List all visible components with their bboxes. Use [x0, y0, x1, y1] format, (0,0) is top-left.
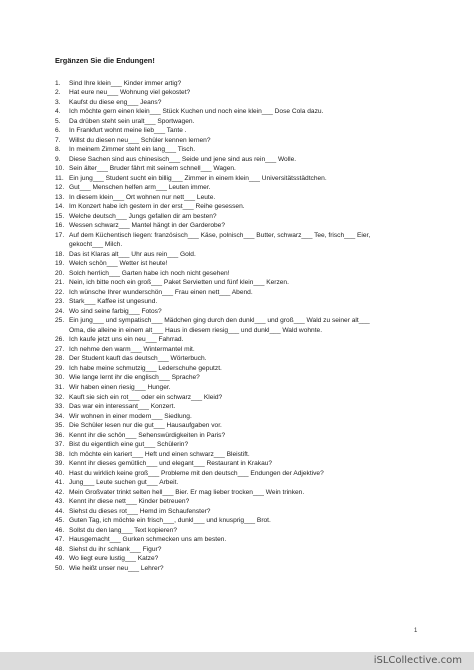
exercise-item: [55, 136, 435, 146]
exercise-item: [55, 402, 435, 412]
exercise-line: Das ist Klaras alt___ Uhr aus rein___ Gold.: [69, 250, 196, 258]
exercise-line: Sind Ihre klein___ Kinder immer artig?: [69, 79, 182, 87]
exercise-item: [55, 107, 435, 117]
exercise-text: [69, 402, 175, 412]
exercise-number: 22.: [55, 288, 65, 296]
exercise-number: 33.: [55, 403, 65, 411]
worksheet-title: Ergänzen Sie die Endungen!: [55, 56, 155, 65]
exercise-line: Ich nehme den warm___ Wintermantel mit.: [69, 345, 195, 353]
exercise-text: [69, 335, 183, 345]
exercise-text: [69, 554, 158, 564]
exercise-text: [69, 221, 225, 231]
exercise-item: [55, 431, 435, 441]
exercise-number: 45.: [55, 517, 65, 525]
exercise-item: [55, 278, 435, 288]
exercise-item: [55, 155, 435, 165]
exercise-number: 46.: [55, 526, 65, 534]
exercise-text: [69, 259, 167, 269]
exercise-number: 8.: [55, 146, 61, 154]
exercise-text: [69, 440, 188, 450]
exercise-line: Gut___ Menschen helfen arm___ Leuten immer.: [69, 184, 211, 192]
exercise-line: Ich wünsche Ihrer wunderschön___ Frau einen nett___ Abend.: [69, 288, 253, 296]
exercise-number: 12.: [55, 184, 65, 192]
exercise-number: 50.: [55, 564, 65, 572]
exercise-text: [69, 412, 192, 422]
exercise-line: Der Student kauft das deutsch___ Wörterbuch.: [69, 355, 207, 363]
exercise-number: 23.: [55, 298, 65, 306]
exercise-text: [69, 136, 211, 146]
exercise-text: [69, 316, 370, 335]
exercise-text: [69, 278, 289, 288]
exercise-text: [69, 164, 236, 174]
exercise-number: 32.: [55, 393, 65, 401]
exercise-line: Welch schön___ Wetter ist heute!: [69, 260, 168, 268]
exercise-text: [69, 345, 195, 355]
exercise-item: [55, 440, 435, 450]
exercise-number: 20.: [55, 269, 65, 277]
exercise-text: [69, 564, 164, 574]
exercise-item: [55, 469, 435, 479]
exercise-number: 16.: [55, 222, 65, 230]
exercise-number: 44.: [55, 507, 65, 515]
exercise-text: [69, 98, 161, 108]
exercise-number: 37.: [55, 441, 65, 449]
exercise-item: [55, 335, 435, 345]
exercise-line: Siehst du dieses rot___ Hemd im Schaufenster?: [69, 507, 211, 515]
exercise-line: Ich kaufe jetzt uns ein neu___ Fahrrad.: [69, 336, 184, 344]
exercise-number: 49.: [55, 555, 65, 563]
exercise-line: Kennt ihr dieses gemütlich___ und elegant___ Restaurant in Krakau?: [69, 460, 273, 468]
exercise-text: [69, 183, 210, 193]
exercise-item: [55, 497, 435, 507]
exercise-line: Hast du wirklich keine groß___ Probleme mit den deutsch___ Endungen der Adjektive?: [69, 469, 324, 477]
exercise-text: [69, 193, 215, 203]
exercise-line: Wir haben einen riesig___ Hunger.: [69, 384, 171, 391]
exercise-line: Siehst du ihr schlank___ Figur?: [69, 545, 162, 553]
exercise-number: 5.: [55, 117, 61, 125]
exercise-text: [69, 155, 296, 165]
exercise-number: 19.: [55, 260, 65, 268]
exercise-line: In diesem klein___ Ort wohnen nur nett___ Leute.: [69, 193, 216, 201]
exercise-line: Bist du eigentlich eine gut___ Schülerin?: [69, 441, 189, 449]
exercise-number: 40.: [55, 469, 65, 477]
exercise-item: [55, 193, 435, 203]
exercise-line: Wo sind seine farbig___ Fotos?: [69, 307, 162, 315]
exercise-line: Wie heißt unser neu___ Lehrer?: [69, 564, 164, 572]
exercise-text: [69, 126, 187, 136]
exercise-item: [55, 478, 435, 488]
exercise-text: [69, 231, 370, 250]
exercise-line: Im Konzert habe ich gestern in der erst___ Reihe gesessen.: [69, 203, 245, 211]
exercise-item: [55, 79, 435, 89]
exercise-text: [69, 478, 178, 488]
exercise-line: Mein Großvater trinkt selten hell___ Bier. Er mag lieber trocken___ Wein trinken.: [69, 488, 305, 496]
exercise-number: 26.: [55, 336, 65, 344]
exercise-item: [55, 212, 435, 222]
exercise-item: [55, 459, 435, 469]
exercise-item: [55, 98, 435, 108]
exercise-item: [55, 145, 435, 155]
exercise-number: 9.: [55, 155, 61, 163]
exercise-item: [55, 412, 435, 422]
site-watermark: iSLCollective.com: [373, 655, 462, 666]
exercise-number: 28.: [55, 355, 65, 363]
exercise-item: [55, 259, 435, 269]
exercise-item: [55, 393, 435, 403]
exercise-number: 10.: [55, 165, 65, 173]
exercise-number: 48.: [55, 545, 65, 553]
exercise-line: Das war ein interessant___ Konzert.: [69, 403, 176, 411]
exercise-list: [55, 79, 435, 574]
exercise-text: [69, 507, 210, 517]
exercise-item: [55, 297, 435, 307]
exercise-number: 13.: [55, 193, 65, 201]
exercise-item: [55, 373, 435, 383]
exercise-text: [69, 497, 189, 507]
exercise-line: In meinem Zimmer steht ein lang___ Tisch.: [69, 146, 196, 154]
exercise-line: Ich möchte ein kariert___ Heft und einen schwarz___ Bleistift.: [69, 450, 250, 458]
exercise-item: [55, 383, 435, 393]
footer-bar: [0, 652, 474, 670]
exercise-item: [55, 316, 435, 335]
exercise-item: [55, 507, 435, 517]
exercise-item: [55, 221, 435, 231]
exercise-text: [69, 297, 157, 307]
exercise-text: [69, 459, 272, 469]
exercise-line: Ein jung___ Student sucht ein billig___ Zimmer in einem klein___ Universitätsstädtchen.: [69, 174, 327, 182]
exercise-number: 15.: [55, 212, 65, 220]
exercise-line: Kauft sie sich ein rot___ oder ein schwarz___ Kleid?: [69, 393, 223, 401]
exercise-number: 3.: [55, 98, 61, 106]
exercise-item: [55, 488, 435, 498]
exercise-text: [69, 288, 253, 298]
exercise-item: [55, 526, 435, 536]
exercise-line: Oma, die alleine in einem alt___ Haus in diesem riesig___ und dunkl___ Wald wohnte.: [69, 326, 323, 334]
exercise-text: [69, 545, 161, 555]
exercise-text: [69, 107, 323, 117]
exercise-number: 24.: [55, 307, 65, 315]
exercise-number: 29.: [55, 364, 65, 372]
exercise-line: Hausgemacht___ Gurken schmecken uns am besten.: [69, 536, 227, 544]
exercise-number: 30.: [55, 374, 65, 382]
exercise-item: [55, 545, 435, 555]
exercise-line: Nein, ich bitte noch ein groß___ Paket Servietten und fünf klein___ Kerzen.: [69, 279, 289, 287]
exercise-text: [69, 383, 171, 393]
exercise-number: 38.: [55, 450, 65, 458]
exercise-number: 14.: [55, 203, 65, 211]
exercise-text: [69, 88, 190, 98]
exercise-item: [55, 269, 435, 279]
exercise-text: [69, 469, 324, 479]
exercise-line: Wo liegt eure lustig___ Katze?: [69, 555, 159, 563]
exercise-line: Welche deutsch___ Jungs gefallen dir am besten?: [69, 212, 217, 220]
exercise-item: [55, 535, 435, 545]
exercise-line: Jung___ Leute suchen gut___ Arbeit.: [69, 479, 179, 487]
exercise-item: [55, 250, 435, 260]
exercise-item: [55, 421, 435, 431]
exercise-line: Sein älter___ Bruder fährt mit seinem schnell___ Wagen.: [69, 165, 236, 173]
exercise-line: Hat eure neu___ Wohnung viel gekostet?: [69, 89, 191, 97]
exercise-line: Diese Sachen sind aus chinesisch___ Seide und jene sind aus rein___ Wolle.: [69, 155, 297, 163]
exercise-item: [55, 183, 435, 193]
exercise-number: 1.: [55, 79, 61, 87]
exercise-number: 47.: [55, 536, 65, 544]
exercise-number: 21.: [55, 279, 65, 287]
exercise-line: Stark___ Kaffee ist ungesund.: [69, 298, 158, 306]
exercise-text: [69, 526, 177, 536]
exercise-text: [69, 431, 225, 441]
exercise-number: 6.: [55, 127, 61, 135]
exercise-line: Ein jung___ und sympatisch___ Mädchen ging durch den dunkl___ und groß___ Wald zu seiner alt___: [69, 317, 370, 325]
exercise-line: Wie lange lernt ihr die englisch___ Sprache?: [69, 374, 200, 382]
exercise-text: [69, 516, 271, 526]
exercise-line: Kaufst du diese eng___ Jeans?: [69, 98, 162, 106]
exercise-line: Sollst du den lang___ Text kopieren?: [69, 526, 178, 534]
exercise-item: [55, 288, 435, 298]
exercise-item: [55, 307, 435, 317]
exercise-item: [55, 174, 435, 184]
exercise-line: In Frankfurt wohnt meine lieb___ Tante .: [69, 127, 187, 135]
exercise-text: [69, 202, 245, 212]
exercise-number: 27.: [55, 345, 65, 353]
exercise-line: Ich habe meine schmutzig___ Lederschuhe geputzt.: [69, 364, 222, 372]
exercise-text: [69, 212, 217, 222]
exercise-line: Ich möchte gern einen klein___ Stück Kuchen und noch eine klein___ Dose Cola dazu.: [69, 108, 324, 116]
exercise-item: [55, 354, 435, 364]
exercise-line: Auf dem Küchentisch liegen: französisch___ Käse, polnisch___ Butter, schwarz___ Tee, frisch___ Eier,: [69, 231, 371, 239]
exercise-item: [55, 202, 435, 212]
exercise-number: 36.: [55, 431, 65, 439]
exercise-number: 7.: [55, 136, 61, 144]
exercise-number: 39.: [55, 460, 65, 468]
exercise-line: Guten Tag, ich möchte ein frisch___, dunkl___ und knusprig___ Brot.: [69, 517, 271, 525]
exercise-item: [55, 126, 435, 136]
exercise-text: [69, 421, 222, 431]
exercise-item: [55, 164, 435, 174]
exercise-text: [69, 145, 195, 155]
exercise-number: 43.: [55, 498, 65, 506]
exercise-text: [69, 117, 194, 127]
exercise-item: [55, 450, 435, 460]
exercise-line: Willst du diesen neu___ Schüler kennen lernen?: [69, 136, 211, 144]
exercise-text: [69, 269, 230, 279]
exercise-line: Kennt ihr die schön___ Sehenswürdigkeiten in Paris?: [69, 431, 226, 439]
exercise-number: 17.: [55, 231, 65, 239]
exercise-line: Da drüben steht sein uralt___ Sportwagen.: [69, 117, 195, 125]
exercise-text: [69, 373, 200, 383]
exercise-text: [69, 79, 181, 89]
exercise-line: Kennt ihr diese nett___ Kinder betreuen?: [69, 498, 190, 506]
exercise-number: 11.: [55, 174, 64, 182]
exercise-text: [69, 354, 206, 364]
exercise-item: [55, 364, 435, 374]
exercise-item: [55, 345, 435, 355]
exercise-line: Solch herrlich___ Garten habe ich noch nicht gesehen!: [69, 269, 230, 277]
exercise-number: 42.: [55, 488, 65, 496]
exercise-text: [69, 174, 327, 184]
exercise-number: 34.: [55, 412, 65, 420]
exercise-item: [55, 231, 435, 250]
exercise-number: 35.: [55, 422, 65, 430]
exercise-text: [69, 364, 222, 374]
exercise-item: [55, 564, 435, 574]
exercise-item: [55, 117, 435, 127]
exercise-text: [69, 535, 226, 545]
exercise-line: Die Schüler lesen nur die gut___ Hausaufgaben vor.: [69, 422, 222, 430]
exercise-text: [69, 307, 162, 317]
exercise-item: [55, 516, 435, 526]
exercise-number: 31.: [55, 384, 65, 391]
exercise-number: 18.: [55, 250, 65, 258]
exercise-line: Wessen schwarz___ Mantel hängt in der Garderobe?: [69, 222, 226, 230]
exercise-text: [69, 393, 222, 403]
exercise-text: [69, 488, 304, 498]
exercise-item: [55, 554, 435, 564]
exercise-item: [55, 88, 435, 98]
exercise-text: [69, 450, 250, 460]
exercise-line: Wir wohnen in einer modern___ Siedlung.: [69, 412, 192, 420]
exercise-number: 4.: [55, 108, 61, 116]
exercise-text: [69, 250, 196, 260]
page-number: 1: [414, 628, 418, 634]
exercise-number: 41.: [55, 479, 65, 487]
exercise-number: 25.: [55, 317, 65, 325]
exercise-number: 2.: [55, 89, 61, 97]
exercise-line: gekocht___ Milch.: [69, 241, 123, 249]
